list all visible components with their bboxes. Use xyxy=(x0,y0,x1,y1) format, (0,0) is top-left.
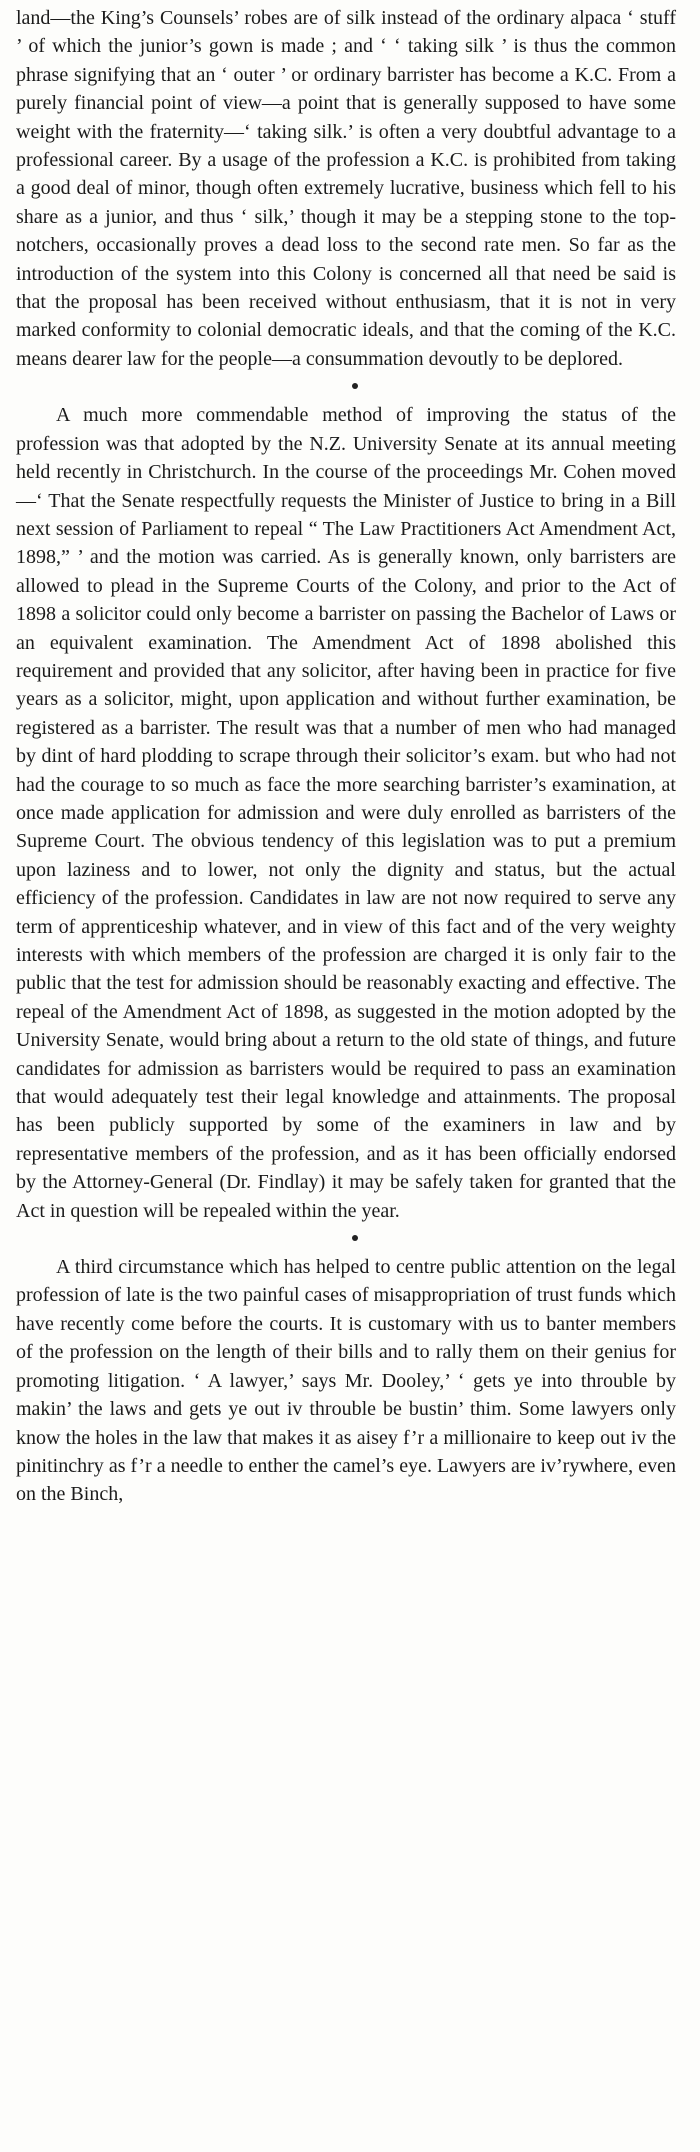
divider-dot xyxy=(352,383,358,389)
paragraph-kings-counsel: land—the King’s Counsels’ robes are of silk instead of the ordinary alpaca ‘ stuff ’ of which the junior’s gown is made ; and ‘ ‘ taking silk ’ is thus the common phrase signifying that an ‘ outer ’ or ordinary barrister has become a K.C. From a purely financial point of view—a point that is generally supposed to have some weight with the fraternity—‘ taking silk.’ is often a very doubtful advantage to a professional career. By a usage of the profession a K.C. is prohibited from taking a good deal of minor, though often extremely lucrative, business which fell to his share as a junior, and thus ‘ silk,’ though it may be a stepping stone to the top-notchers, occasionally proves a dead loss to the second rate men. So far as the introduction of the system into this Colony is concerned all that need be said is that the proposal has been received without enthusiasm, that it is not in very marked conformity to colonial democratic ideals, and that the coming of the K.C. means dearer law for the people—a consummation devoutly to be deplored. xyxy=(16,7,676,370)
paragraph-trust-funds: A third circumstance which has helped to centre public attention on the legal profession of late is the two painful cases of misappropriation of trust funds which have recently come before the courts. It is customary with us to banter members of the profession on the length of their bills and to rally them on their genius for promoting litigation. ‘ A lawyer,’ says Mr. Dooley,’ ‘ gets ye into throuble by makin’ the laws and gets ye out iv throuble be bustin’ thim. Some lawyers only know the holes in the law that makes it as aisey f’r a millionaire to keep out iv the pinitinchry as f’r a needle to enther the camel’s eye. Lawyers are iv’rywhere, even on the Binch, xyxy=(16,1256,676,1506)
paragraph-university-senate: A much more commendable method of improving the status of the profession was that adopted by the N.Z. University Senate at its annual meeting held recently in Christchurch. In the course of the proceedings Mr. Cohen moved—‘ That the Senate respectfully requests the Minister of Justice to bring in a Bill next session of Parliament to repeal “ The Law Practitioners Act Amendment Act, 1898,” ’ and the motion was carried. As is generally known, only barristers are allowed to plead in the Supreme Courts of the Colony, and prior to the Act of 1898 a solicitor could only become a barrister on passing the Bachelor of Laws or an equivalent examination. The Amendment Act of 1898 abolished this requirement and provided that any solicitor, after having been in practice for five years as a solicitor, might, upon application and without further examination, be registered as a barrister. The result was that a number of men who had managed by dint of hard plodding to scrape through their solicitor’s exam. but who had not had the courage to so much as face the more searching barrister’s examination, at once made application for admission and were duly enrolled as barristers of the Supreme Court. The obvious tendency of this legislation was to put a premium upon laziness and to lower, not only the dignity and status, but the actual efficiency of the profession. Candidates in law are not now required to serve any term of apprenticeship whatever, and in view of this fact and of the very weighty interests with which members of the profession are charged it is only fair to the public that the test for admission should be reasonably exacting and effective. The repeal of the Amendment Act of 1898, as suggested in the motion adopted by the University Senate, would bring about a return to the old state of things, and future candidates for admission as barristers would be required to pass an examination that would adequately test their legal knowledge and attainments. The proposal has been publicly supported by some of the examiners in law and by representative members of the profession, and as it has been officially endorsed by the Attorney-General (Dr. Findlay) it may be safely taken for granted that the Act in question will be repealed within the year. xyxy=(16,404,676,1222)
section-divider xyxy=(16,373,676,401)
divider-dot xyxy=(352,1235,358,1241)
section-divider xyxy=(16,1225,676,1253)
article-column xyxy=(16,4,676,1509)
